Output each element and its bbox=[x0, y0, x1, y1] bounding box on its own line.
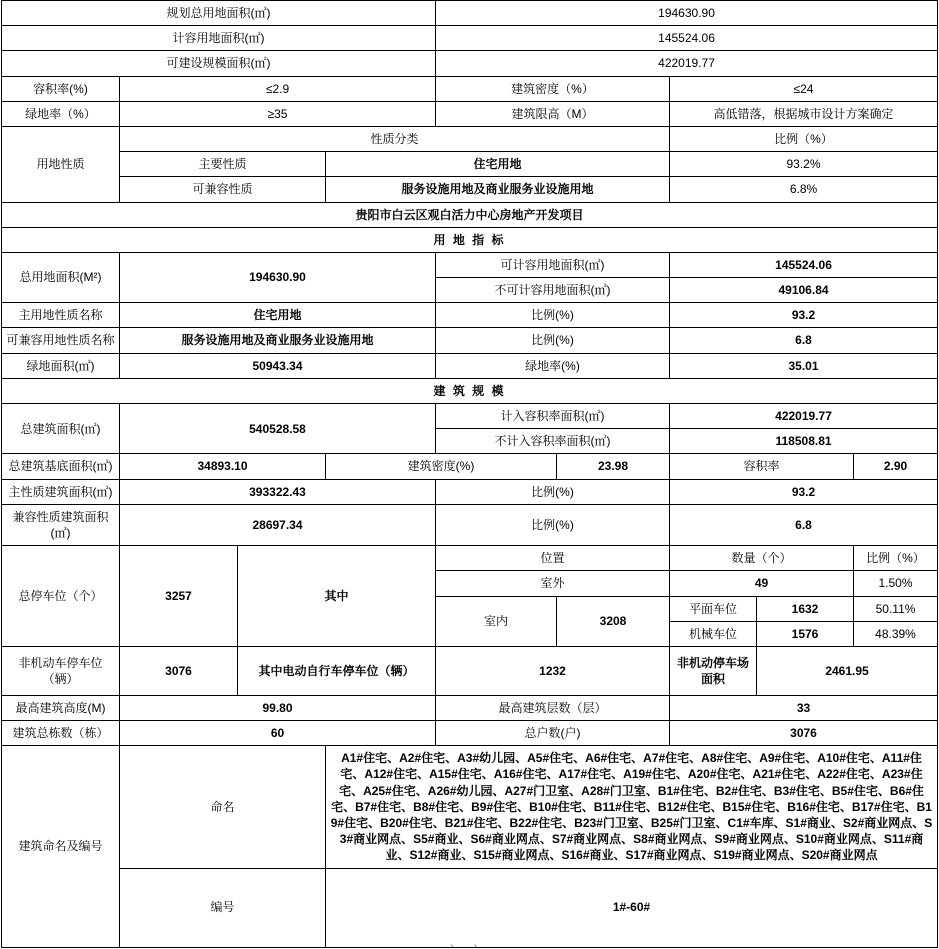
table-row bbox=[2, 227, 938, 252]
total-buildings-value: 60 bbox=[120, 721, 436, 746]
nonmotor-parking-value: 3076 bbox=[120, 646, 238, 695]
table-row bbox=[2, 454, 938, 479]
mechanical-parking-count: 1576 bbox=[757, 621, 854, 646]
building-density-label-2: 建筑密度(%) bbox=[326, 454, 557, 479]
table-row bbox=[2, 328, 938, 353]
table-row bbox=[2, 479, 938, 504]
naming-code-label: 编号 bbox=[120, 868, 326, 947]
table-row bbox=[2, 303, 938, 328]
flat-parking-ratio: 50.11% bbox=[854, 596, 938, 621]
compat-land-nature-ratio-label: 比例(%) bbox=[436, 328, 670, 353]
main-land-nature-ratio-value: 93.2 bbox=[670, 303, 938, 328]
green-area-value: 50943.34 bbox=[120, 353, 436, 378]
total-parking-value: 3257 bbox=[120, 546, 238, 647]
total-building-area-label: 总建筑面积(㎡) bbox=[2, 404, 120, 454]
main-nature-value: 住宅用地 bbox=[326, 152, 670, 177]
far-building-area-label: 计入容积率面积(㎡) bbox=[436, 404, 670, 429]
far-land-area-label-2: 可计容用地面积(㎡) bbox=[436, 252, 670, 277]
far-value-2: 2.90 bbox=[854, 454, 938, 479]
table-row bbox=[2, 404, 938, 429]
height-limit-value: 高低错落，根据城市设计方案确定 bbox=[670, 101, 938, 126]
green-area-label: 绿地面积(㎡) bbox=[2, 353, 120, 378]
compat-nature-label: 可兼容性质 bbox=[120, 177, 326, 202]
parking-count-header: 数量（个） bbox=[670, 546, 854, 571]
green-rate-value: ≥35 bbox=[120, 101, 436, 126]
ebike-parking-label: 其中电动自行车停车位（辆） bbox=[238, 646, 436, 695]
compat-land-nature-ratio-value: 6.8 bbox=[670, 328, 938, 353]
section-land-index: 用 地 指 标 bbox=[2, 227, 938, 252]
parking-ratio-header: 比例（%） bbox=[854, 546, 938, 571]
base-area-label: 总建筑基底面积(㎡) bbox=[2, 454, 120, 479]
compat-building-ratio-label: 比例(%) bbox=[436, 504, 670, 545]
max-floors-label: 最高建筑层数（层） bbox=[436, 695, 670, 720]
mechanical-parking-label: 机械车位 bbox=[670, 621, 757, 646]
section-building-scale: 建 筑 规 模 bbox=[2, 378, 938, 403]
main-building-ratio-value: 93.2 bbox=[670, 479, 938, 504]
nonmotor-parking-area-label: 非机动停车场面积 bbox=[670, 646, 757, 695]
table-row bbox=[2, 695, 938, 720]
compat-building-ratio-value: 6.8 bbox=[670, 504, 938, 545]
table-row bbox=[2, 721, 938, 746]
nature-ratio-header: 比例（%） bbox=[670, 126, 938, 151]
max-height-label: 最高建筑高度(M) bbox=[2, 695, 120, 720]
total-households-value: 3076 bbox=[670, 721, 938, 746]
table-row bbox=[2, 504, 938, 545]
land-nature-label: 用地性质 bbox=[2, 126, 120, 202]
base-area-value: 34893.10 bbox=[120, 454, 326, 479]
green-rate-value-2: 35.01 bbox=[670, 353, 938, 378]
building-naming-label: 建筑命名及编号 bbox=[2, 746, 120, 947]
total-land-area-label: 总用地面积(M²) bbox=[2, 252, 120, 302]
naming-code-value: 1#-60# bbox=[326, 868, 938, 947]
indoor-parking-label: 室内 bbox=[436, 596, 557, 646]
compat-nature-ratio: 6.8% bbox=[670, 177, 938, 202]
table-row bbox=[2, 26, 938, 51]
main-nature-label: 主要性质 bbox=[120, 152, 326, 177]
total-buildings-label: 建筑总栋数（栋） bbox=[2, 721, 120, 746]
compat-nature-value: 服务设施用地及商业服务业设施用地 bbox=[326, 177, 670, 202]
table-row bbox=[2, 202, 938, 227]
main-building-area-label: 主性质建筑面积(㎡) bbox=[2, 479, 120, 504]
planned-total-land-area-label: 规划总用地面积(㎡) bbox=[2, 1, 436, 26]
green-rate-label: 绿地率（%） bbox=[2, 101, 120, 126]
outdoor-parking-ratio: 1.50% bbox=[854, 571, 938, 596]
table-row bbox=[2, 51, 938, 76]
project-title: 贵阳市白云区观白活力中心房地产开发项目 bbox=[2, 202, 938, 227]
main-land-nature-ratio-label: 比例(%) bbox=[436, 303, 670, 328]
table-row bbox=[2, 378, 938, 403]
non-far-building-area-label: 不计入容积率面积(㎡) bbox=[436, 429, 670, 454]
compat-land-nature-name-value: 服务设施用地及商业服务业设施用地 bbox=[120, 328, 436, 353]
footer-marks: 、 、 bbox=[450, 937, 489, 948]
compat-building-area-label: 兼容性质建筑面积(㎡) bbox=[2, 504, 120, 545]
main-nature-ratio: 93.2% bbox=[670, 152, 938, 177]
main-land-nature-name-value: 住宅用地 bbox=[120, 303, 436, 328]
buildable-scale-area-label: 可建设规模面积(㎡) bbox=[2, 51, 436, 76]
main-building-area-value: 393322.43 bbox=[120, 479, 436, 504]
compat-building-area-value: 28697.34 bbox=[120, 504, 436, 545]
total-parking-label: 总停车位（个） bbox=[2, 546, 120, 647]
table-row bbox=[2, 126, 938, 151]
height-limit-label: 建筑限高（M） bbox=[436, 101, 670, 126]
compat-land-nature-name-label: 可兼容用地性质名称 bbox=[2, 328, 120, 353]
green-rate-label-2: 绿地率(%) bbox=[436, 353, 670, 378]
building-density-value: ≤24 bbox=[670, 76, 938, 101]
nonmotor-parking-area-value: 2461.95 bbox=[757, 646, 938, 695]
table-row bbox=[2, 252, 938, 277]
outdoor-parking-count: 49 bbox=[670, 571, 854, 596]
table-row bbox=[2, 1, 938, 26]
far-land-area-value-2: 145524.06 bbox=[670, 252, 938, 277]
main-land-nature-name-label: 主用地性质名称 bbox=[2, 303, 120, 328]
max-height-value: 99.80 bbox=[120, 695, 436, 720]
buildable-scale-area-value: 422019.77 bbox=[436, 51, 938, 76]
far-land-area-label: 计容用地面积(㎡) bbox=[2, 26, 436, 51]
non-far-building-area-value: 118508.81 bbox=[670, 429, 938, 454]
planned-total-land-area-value: 194630.90 bbox=[436, 1, 938, 26]
total-households-label: 总户数(户) bbox=[436, 721, 670, 746]
parking-position-header: 位置 bbox=[436, 546, 670, 571]
flat-parking-label: 平面车位 bbox=[670, 596, 757, 621]
building-density-label: 建筑密度（%） bbox=[436, 76, 670, 101]
flat-parking-count: 1632 bbox=[757, 596, 854, 621]
table-row bbox=[2, 546, 938, 571]
table-row bbox=[2, 101, 938, 126]
outdoor-parking-label: 室外 bbox=[436, 571, 670, 596]
mechanical-parking-ratio: 48.39% bbox=[854, 621, 938, 646]
table-row bbox=[2, 76, 938, 101]
building-density-value-2: 23.98 bbox=[557, 454, 670, 479]
far-building-area-value: 422019.77 bbox=[670, 404, 938, 429]
nonmotor-parking-label: 非机动车停车位（辆） bbox=[2, 646, 120, 695]
table-row bbox=[2, 177, 938, 202]
far-label-2: 容积率 bbox=[670, 454, 854, 479]
parking-among-label: 其中 bbox=[238, 546, 436, 647]
table-row bbox=[2, 152, 938, 177]
main-building-ratio-label: 比例(%) bbox=[436, 479, 670, 504]
non-far-land-area-label: 不可计容用地面积(㎡) bbox=[436, 278, 670, 303]
non-far-land-area-value: 49106.84 bbox=[670, 278, 938, 303]
table-row bbox=[2, 353, 938, 378]
ebike-parking-value: 1232 bbox=[436, 646, 670, 695]
table-row bbox=[2, 646, 938, 695]
total-land-area-value: 194630.90 bbox=[120, 252, 436, 302]
far-land-area-value: 145524.06 bbox=[436, 26, 938, 51]
naming-name-label: 命名 bbox=[120, 746, 326, 868]
far-value: ≤2.9 bbox=[120, 76, 436, 101]
indicator-table bbox=[1, 0, 938, 948]
nature-class-header: 性质分类 bbox=[120, 126, 670, 151]
max-floors-value: 33 bbox=[670, 695, 938, 720]
indoor-parking-count: 3208 bbox=[557, 596, 670, 646]
total-building-area-value: 540528.58 bbox=[120, 404, 436, 454]
table-row bbox=[2, 746, 938, 868]
naming-name-value: A1#住宅、A2#住宅、A3#幼儿园、A5#住宅、A6#住宅、A7#住宅、A8#住宅、A9#住宅、A10#住宅、A11#住宅、A12#住宅、A15#住宅、A16#住宅、A17#住宅、A19#住宅、A20#住宅、A21#住宅、A22#住宅、A23#住宅、A25#住宅、A26#幼儿园、A27#门卫室、A28#门卫室、B1#住宅、B2#住宅、B3#住宅、B5#住宅、B6#住宅、B7#住宅、B8#住宅、B9#住宅、B10#住宅、B11#住宅、B12#住宅、B15#住宅、B16#住宅、B17#住宅、B19#住宅、B20#住宅、B21#住宅、B22#住宅、B23#门卫室、B25#门卫室、C1#车库、S1#商业、S2#商业网点、S3#商业网点、S5#商业、S6#商业网点、S7#商业网点、S8#商业网点、S9#商业网点、S10#商业网点、S11#商业、S12#商业、S15#商业网点、S16#商业、S17#商业网点、S19#商业网点、S20#商业网点 bbox=[326, 746, 938, 868]
far-label: 容积率(%) bbox=[2, 76, 120, 101]
